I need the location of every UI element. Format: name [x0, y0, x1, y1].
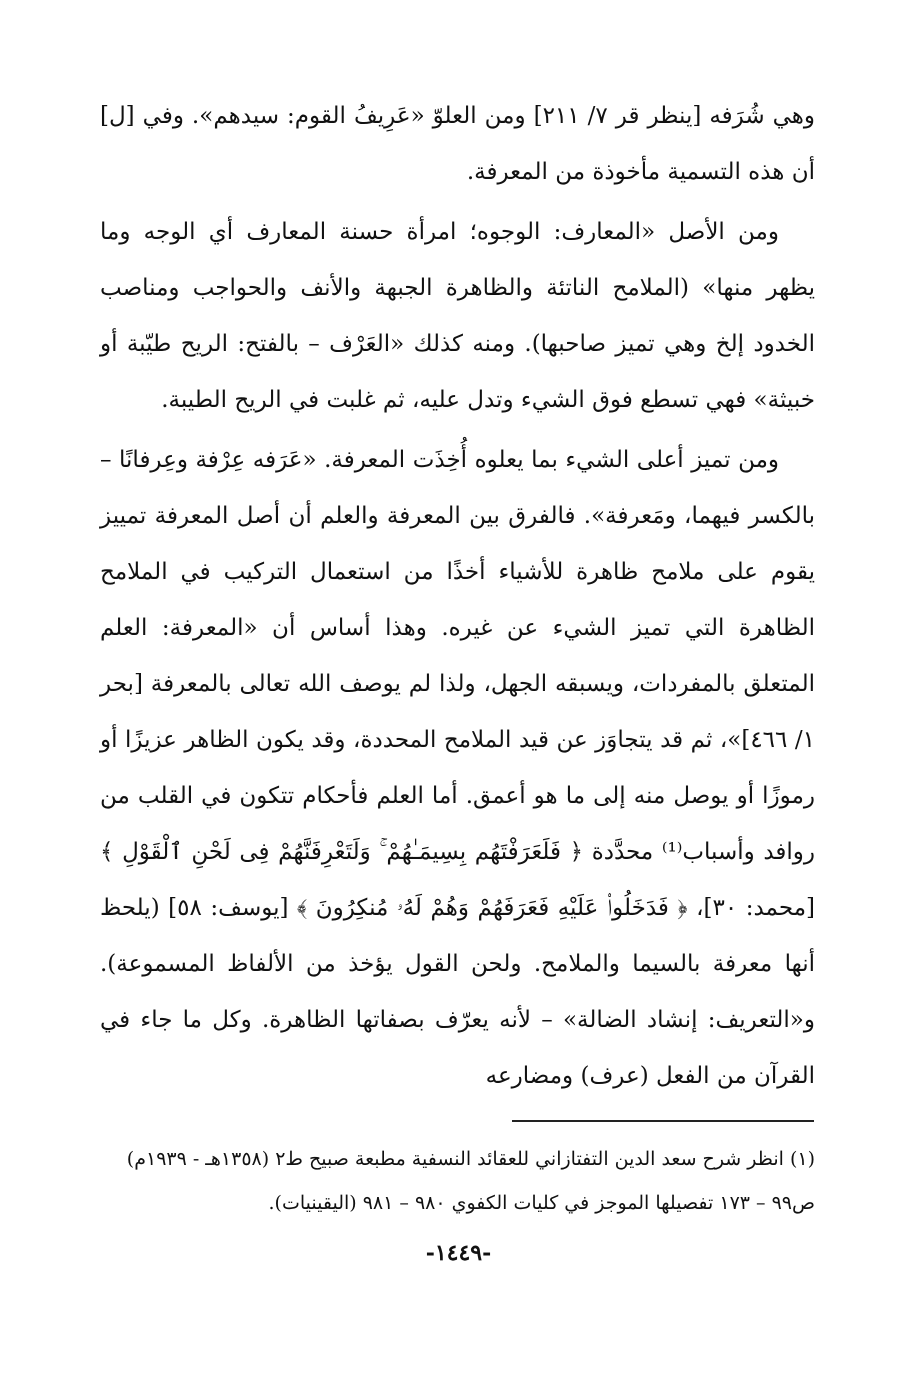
main-text — [100, 88, 815, 1104]
footnote-1-continuation: ص٩٩ – ١٧٣ تفصيلها الموجز في كليات الكفوي ٩٨٠ – ٩٨١ (اليقينيات). — [268, 1192, 815, 1214]
paragraph-1: وهي شُرَفه [ينظر قر ٧/ ٢١١] ومن العلوّ «عَرِيفُ القوم: سيدهم». وفي [ل] أن هذه التسمية مأخوذة من المعرفة. — [100, 103, 816, 185]
paragraph-2: ومن الأصل «المعارف: الوجوه؛ امرأة حسنة المعارف أي الوجه وما يظهر منها» (الملامح الناتئة والظاهرة الجبهة والأنف والحواجب ومناصب الخدود إلخ وهي تميز صاحبها). ومنه كذلك «العَرْف – بالفتح: الريح طيّبة أو خبيثة» فهي تسطع فوق الشيء وتدل عليه، ثم غلبت في الريح الطيبة. — [100, 219, 815, 413]
footnote-divider — [512, 1120, 814, 1122]
footnotes — [100, 1137, 815, 1225]
paragraph-3: ومن تميز أعلى الشيء بما يعلوه أُخِذَت المعرفة. «عَرَفه عِرْفة وعِرفانًا – بالكسر فيهما، ومَعرفة». فالفرق بين المعرفة والعلم أن أصل المعرفة تمييز يقوم على ملامح ظاهرة للأشياء أخذًا من استعمال التركيب في الملامح الظاهرة التي تميز الشيء عن غيره. وهذا أساس أن «المعرفة: العلم المتعلق بالمفردات، ويسبقه الجهل، ولذا لم يوصف الله تعالى بالمعرفة [بحر ١/ ٤٦٦]»، ثم قد يتجاوَز عن قيد الملامح المحددة، وقد يكون الظاهر عزيزًا أو رموزًا أو يوصل منه إلى ما هو أعمق. أما العلم فأحكام تتكون في القلب من روافد وأسباب⁽¹⁾ محدَّدة ﴿ فَلَعَرَفْتَهُم بِسِيمَـٰهُمْ ۚ وَلَتَعْرِفَنَّهُمْ فِى لَحْنِ ٱلْقَوْلِ ﴾ [محمد: ٣٠]، ﴿ فَدَخَلُوا۟ عَلَيْهِ فَعَرَفَهُمْ وَهُمْ لَهُۥ مُنكِرُونَ ﴾ [يوسف: ٥٨] (يلحظ أنها معرفة بالسيما والملامح. ولحن القول يؤخذ من الألفاظ المسموعة). و«التعريف: إنشاد الضالة» – لأنه يعرّف بصفاتها الظاهرة. وكل ما جاء في القرآن من الفعل (عرف) ومضارعه — [100, 447, 815, 1089]
footnote-1: (١) انظر شرح سعد الدين التفتازاني للعقائد النسفية مطبعة صبيح ط٢ (١٣٥٨هـ - ١٩٣٩م) — [126, 1148, 815, 1170]
page-number: -١٤٤٩- — [425, 1240, 492, 1266]
